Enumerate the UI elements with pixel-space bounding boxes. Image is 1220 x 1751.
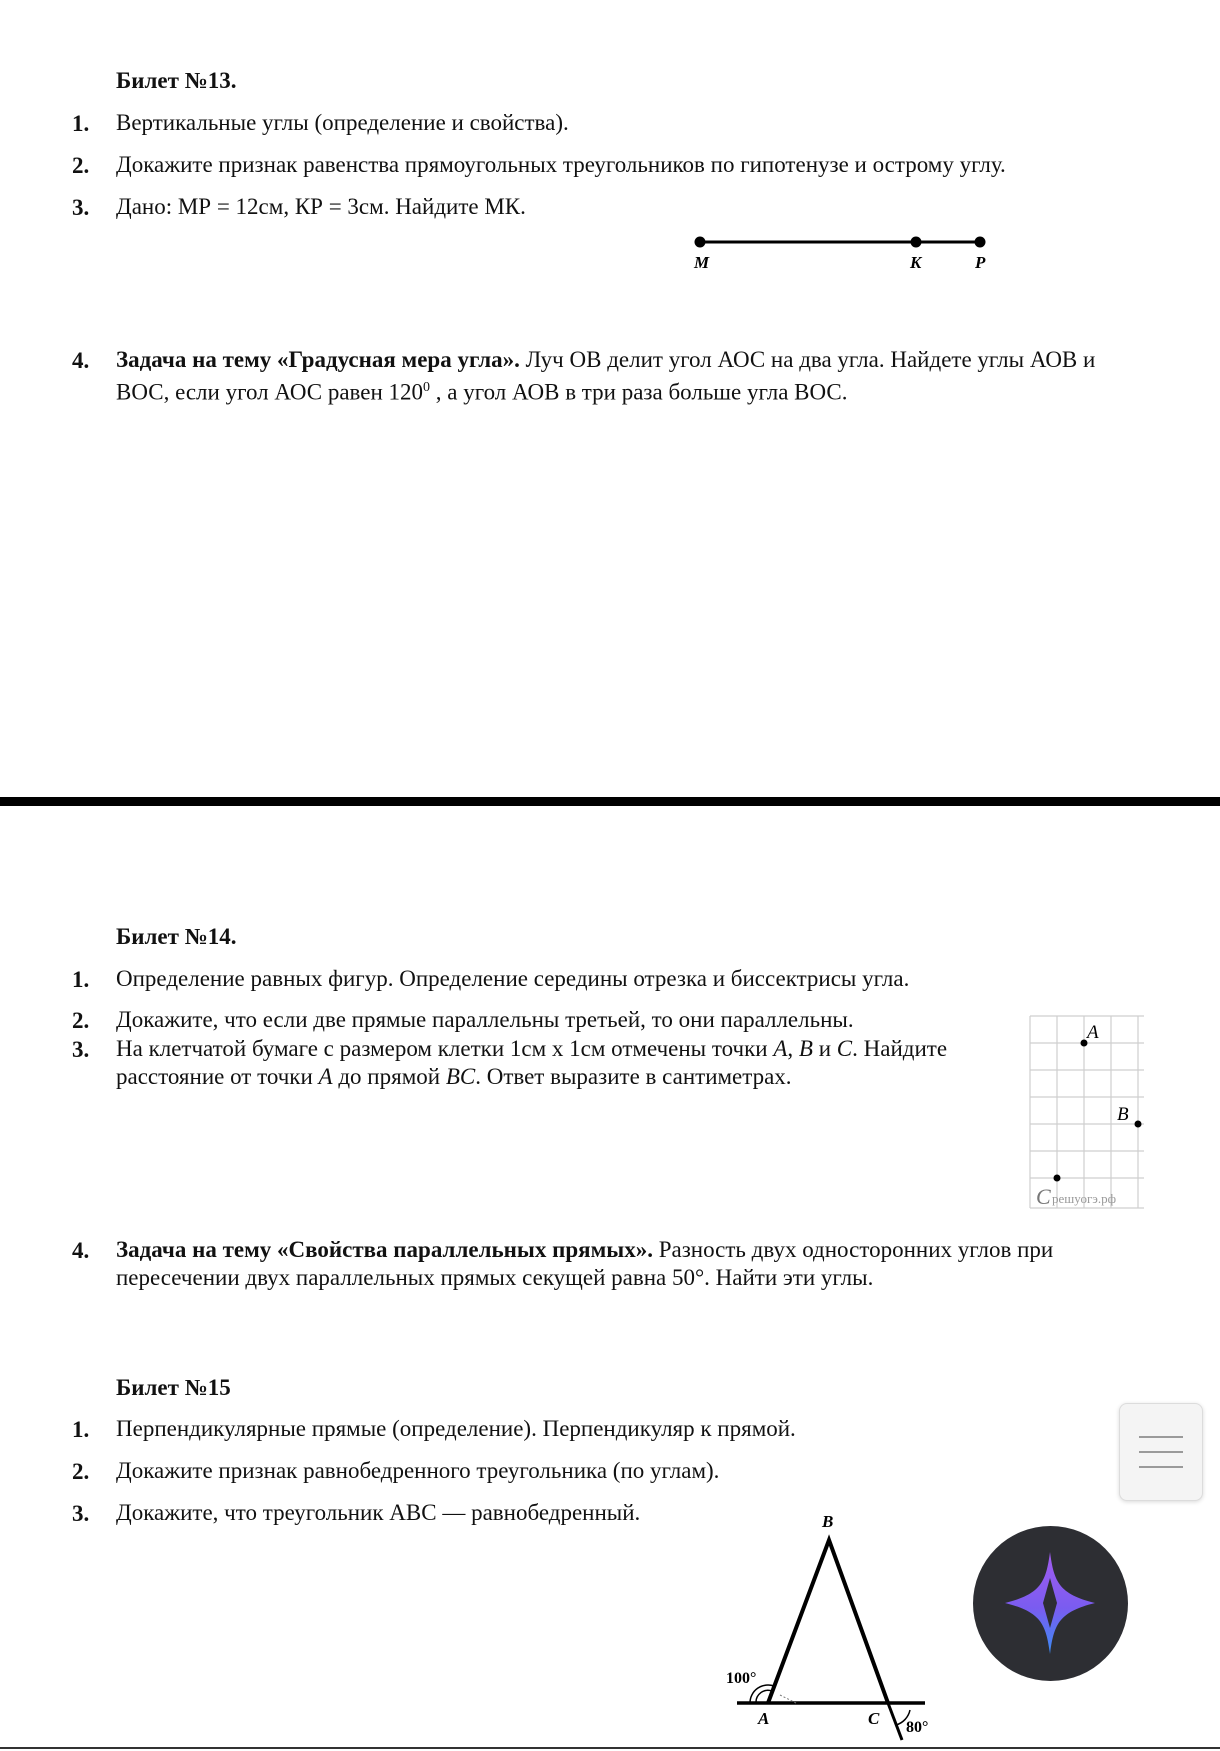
triangle-label-a: A bbox=[758, 1709, 770, 1728]
ai-assistant-button[interactable] bbox=[973, 1526, 1128, 1681]
t14-item3-line-bc: BC bbox=[445, 1064, 476, 1089]
t13-item2-num: 2. bbox=[72, 153, 90, 178]
t15-item3-text: Докажите, что треугольник АВС — равнобедренный. bbox=[116, 1500, 641, 1525]
ticket-13-title: Билет №13. bbox=[116, 68, 237, 93]
t13-item4-bold: Задача на тему «Градусная мера угла». bbox=[116, 347, 520, 372]
t14-item3-part3: и bbox=[812, 1036, 837, 1061]
grid-label-b: B bbox=[1117, 1104, 1129, 1125]
t14-item3-text bbox=[116, 1035, 1021, 1091]
t14-item3-point-c: C bbox=[836, 1036, 853, 1061]
point-k bbox=[911, 237, 922, 248]
side-extension bbox=[888, 1703, 902, 1740]
angle-a-value: 100° bbox=[726, 1670, 757, 1687]
sparkle-icon bbox=[973, 1526, 1128, 1681]
t13-item1-num: 1. bbox=[72, 111, 90, 136]
grid-label-c: C bbox=[1036, 1184, 1051, 1209]
t14-item1-num: 1. bbox=[72, 967, 90, 992]
triangle-abc-diagram bbox=[720, 1505, 950, 1750]
grid-watermark: решуогэ.рф bbox=[1052, 1191, 1117, 1206]
t13-item1-text: Вертикальные углы (определение и свойства). bbox=[116, 110, 569, 135]
ticket-15-title: Билет №15 bbox=[116, 1375, 231, 1400]
t14-item3-part6: . Ответ выразите в сантиметрах. bbox=[475, 1064, 792, 1089]
grid-label-a: A bbox=[1087, 1022, 1099, 1043]
t15-item1-num: 1. bbox=[72, 1417, 90, 1442]
triangle-label-c: C bbox=[868, 1709, 880, 1728]
t15-item3-num: 3. bbox=[72, 1501, 90, 1526]
t14-item3-part5: до прямой bbox=[332, 1064, 446, 1089]
label-m: M bbox=[694, 253, 710, 272]
t14-item2-num: 2. bbox=[72, 1008, 90, 1033]
t14-item3-num: 3. bbox=[72, 1037, 90, 1062]
t14-item3-part1: На клетчатой бумаге с размером клетки 1см х 1см отмечены точки bbox=[116, 1036, 774, 1061]
t14-item3-part2: , bbox=[787, 1036, 799, 1061]
t13-item3-num: 3. bbox=[72, 195, 90, 220]
grid-point-c bbox=[1054, 1175, 1061, 1182]
t15-item2-num: 2. bbox=[72, 1459, 90, 1484]
t13-item2-text: Докажите признак равенства прямоугольных треугольников по гипотенузе и острому углу. bbox=[116, 152, 1006, 177]
t14-item4-num: 4. bbox=[72, 1238, 90, 1263]
t13-item4-part2: , а угол АОВ в три раза больше угла ВОС. bbox=[430, 379, 848, 405]
t15-item1-text: Перпендикулярные прямые (определение). Перпендикуляр к прямой. bbox=[116, 1416, 796, 1441]
t14-item4-text bbox=[116, 1236, 1136, 1292]
triangle-label-b: B bbox=[822, 1512, 834, 1531]
t14-item2-text: Докажите, что если две прямые параллельны третьей, то они параллельны. bbox=[116, 1007, 854, 1032]
t15-item2-text: Докажите признак равнобедренного треугольника (по углам). bbox=[116, 1458, 720, 1483]
ticket-divider bbox=[0, 797, 1220, 806]
label-k: K bbox=[910, 253, 922, 272]
t13-item3-text: Дано: МР = 12см, КР = 3см. Найдите МК. bbox=[116, 194, 526, 219]
menu-button[interactable] bbox=[1119, 1403, 1203, 1501]
segment-mkp-diagram bbox=[680, 225, 1000, 275]
t13-item4-text bbox=[116, 346, 1136, 407]
t13-item4-part1: Луч ОВ делит угол АОС на два угла. Найдете углы АОВ и ВОС, если угол АОС равен 120 bbox=[116, 347, 1096, 405]
t14-item3-point-a: A bbox=[773, 1036, 788, 1061]
t14-item4-bold: Задача на тему «Свойства параллельных прямых». bbox=[116, 1237, 653, 1262]
t13-item4-sup: 0 bbox=[423, 380, 431, 395]
angle-c-value: 80° bbox=[906, 1719, 929, 1736]
grid-points-diagram bbox=[1028, 1014, 1144, 1210]
t14-item1-text: Определение равных фигур. Определение середины отрезка и биссектрисы угла. bbox=[116, 966, 910, 991]
point-m bbox=[695, 237, 706, 248]
t13-item4-num: 4. bbox=[72, 348, 90, 373]
t14-item3-part4: . Найдите расстояние от точки bbox=[116, 1036, 948, 1089]
t14-item4-part: Разность двух односторонних углов при пересечении двух параллельных прямых секущей равна 50°. Найти эти углы. bbox=[116, 1237, 1054, 1290]
ticket-14-title: Билет №14. bbox=[116, 924, 237, 949]
label-p: P bbox=[975, 253, 986, 272]
page-bottom-border bbox=[0, 1747, 1220, 1749]
t14-item3-point-a2: A bbox=[318, 1064, 333, 1089]
grid-point-b bbox=[1135, 1121, 1142, 1128]
triangle-sides bbox=[768, 1540, 888, 1703]
point-p bbox=[975, 237, 986, 248]
t14-item3-point-b: B bbox=[798, 1036, 813, 1061]
